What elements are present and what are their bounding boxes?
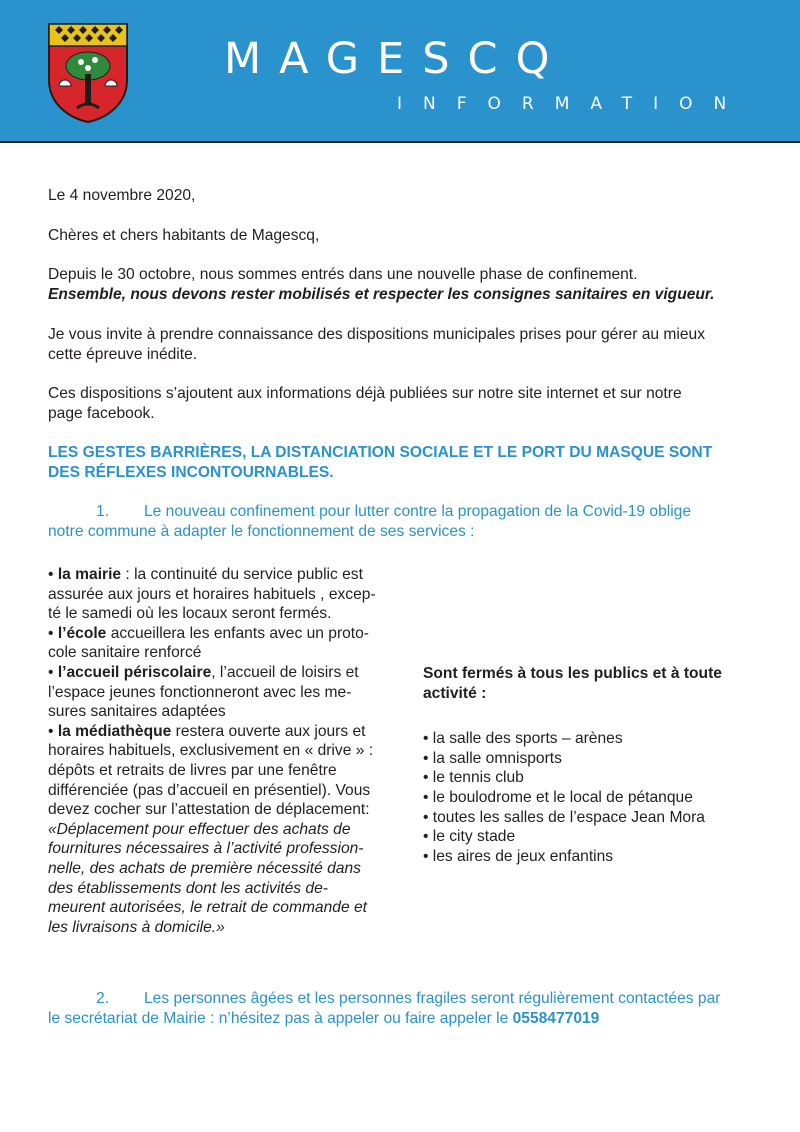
bullet: • <box>48 624 54 642</box>
paragraph-1-line: Depuis le 30 octobre, nous sommes entrés dans une nouvelle phase de confinement. <box>48 266 638 283</box>
coat-of-arms-icon <box>47 22 129 124</box>
service-mediatheque <box>48 722 393 938</box>
service-mairie-line-2: assurée aux jours et horaires habituels , excep- <box>48 585 376 603</box>
paragraph-2-line-1: Je vous invite à prendre connaissance des dispositions municipales prises pour gérer au mieux <box>48 326 706 343</box>
mairie-phone-number: 0558477019 <box>512 1010 600 1027</box>
closed-heading <box>423 664 763 703</box>
paragraph-3-line-2: page facebook. <box>48 405 155 422</box>
service-ecole <box>48 624 393 663</box>
service-mairie <box>48 565 393 624</box>
point-1 <box>48 502 691 542</box>
service-periscolaire <box>48 663 393 722</box>
paragraph-1-emphasis: Ensemble, nous devons rester mobilisés et respecter les consignes sanitaires en vigueur. <box>48 286 715 303</box>
point-2-number: 2. <box>96 990 110 1007</box>
services-column <box>48 565 393 937</box>
service-mediatheque-line-3: dépôts et retraits de livres par une fenêtre <box>48 761 337 779</box>
service-ecole-label: l’école <box>57 624 107 642</box>
paragraph-1 <box>48 265 714 305</box>
service-mediatheque-line-2: horaires habituels, exclusivement en « drive » : <box>48 742 374 760</box>
point-1-line-2: notre commune à adapter le fonctionnement de ses services : <box>48 523 475 540</box>
paragraph-3 <box>48 384 682 424</box>
list-item: • la salle omnisports <box>423 749 562 767</box>
point-2-line-2: le secrétariat de Mairie : n’hésitez pas à appeler ou faire appeler le <box>48 1010 513 1027</box>
closed-heading-line-1: Sont fermés à tous les publics et à toute <box>423 665 722 682</box>
list-item: • la salle des sports – arènes <box>423 730 623 748</box>
attestation-quote-line-1: «Déplacement pour effectuer des achats de <box>48 820 351 838</box>
attestation-quote-line-6: les livraisons à domicile.» <box>48 918 225 936</box>
service-periscolaire-line-3: sures sanitaires adaptées <box>48 703 226 721</box>
bullet: • <box>48 722 54 740</box>
closed-facilities-column <box>423 664 763 866</box>
paragraph-2-line-2: cette épreuve inédite. <box>48 346 198 363</box>
list-item: • le tennis club <box>423 769 524 787</box>
service-ecole-text: accueillera les enfants avec un proto- <box>106 624 370 642</box>
closed-heading-line-2: activité : <box>423 684 487 702</box>
header-banner <box>0 0 800 143</box>
service-mairie-text: : la continuité du service public est <box>121 566 363 583</box>
header-title: MAGESCQ <box>224 34 568 84</box>
attestation-quote-line-5: meurent autorisées, le retrait de commande et <box>48 899 367 917</box>
service-mairie-label: la mairie <box>57 566 122 583</box>
section-heading-line-1: LES GESTES BARRIÈRES, LA DISTANCIATION SOCIALE ET LE PORT DU MASQUE SONT <box>48 444 713 461</box>
service-mairie-line-3: té le samedi où les locaux seront fermés. <box>48 605 332 623</box>
point-1-line-1: Le nouveau confinement pour lutter contre la propagation de la Covid-19 oblige <box>144 503 692 520</box>
list-item: • les aires de jeux enfantins <box>423 847 614 865</box>
bullet: • <box>48 566 54 583</box>
service-mediatheque-line-4: différenciée (pas d’accueil en présentiel). Vous <box>48 781 371 799</box>
attestation-quote-line-3: nelle, des achats de première nécessité dans <box>48 859 361 877</box>
list-item: • le city stade <box>423 828 516 846</box>
service-mediatheque-line-5: devez cocher sur l’attestation de déplacement: <box>48 801 370 819</box>
bullet: • <box>48 663 54 681</box>
section-heading-line-2: DES RÉFLEXES INCONTOURNABLES. <box>48 464 334 481</box>
attestation-quote-line-2: fournitures nécessaires à l’activité profession- <box>48 840 364 858</box>
point-2-line-1: Les personnes âgées et les personnes fragiles seront régulièrement contactées par <box>144 990 721 1007</box>
letter-salutation: Chères et chers habitants de Magescq, <box>48 227 320 244</box>
service-periscolaire-text: , l’accueil de loisirs et <box>211 663 359 681</box>
closed-facilities-list <box>423 729 763 866</box>
service-periscolaire-label: l’accueil périscolaire <box>57 663 212 681</box>
section-heading <box>48 443 712 483</box>
service-ecole-line-2: cole sanitaire renforcé <box>48 644 202 662</box>
list-item: • le boulodrome et le local de pétanque <box>423 788 693 806</box>
list-item: • toutes les salles de l’espace Jean Mora <box>423 808 705 826</box>
paragraph-2 <box>48 325 705 365</box>
service-mediatheque-text: restera ouverte aux jours et <box>171 722 366 740</box>
service-mediatheque-label: la médiathèque <box>57 722 172 740</box>
attestation-quote-line-4: des établissements dont les activités de- <box>48 879 328 897</box>
point-1-number: 1. <box>96 503 110 520</box>
service-periscolaire-line-2: l’espace jeunes fonctionneront avec les me- <box>48 683 352 701</box>
letter-date: Le 4 novembre 2020, <box>48 187 196 204</box>
point-2 <box>48 989 720 1029</box>
header-subtitle: INFORMATION <box>397 94 748 114</box>
paragraph-3-line-1: Ces dispositions s’ajoutent aux informations déjà publiées sur notre site internet et sur notre <box>48 385 682 402</box>
